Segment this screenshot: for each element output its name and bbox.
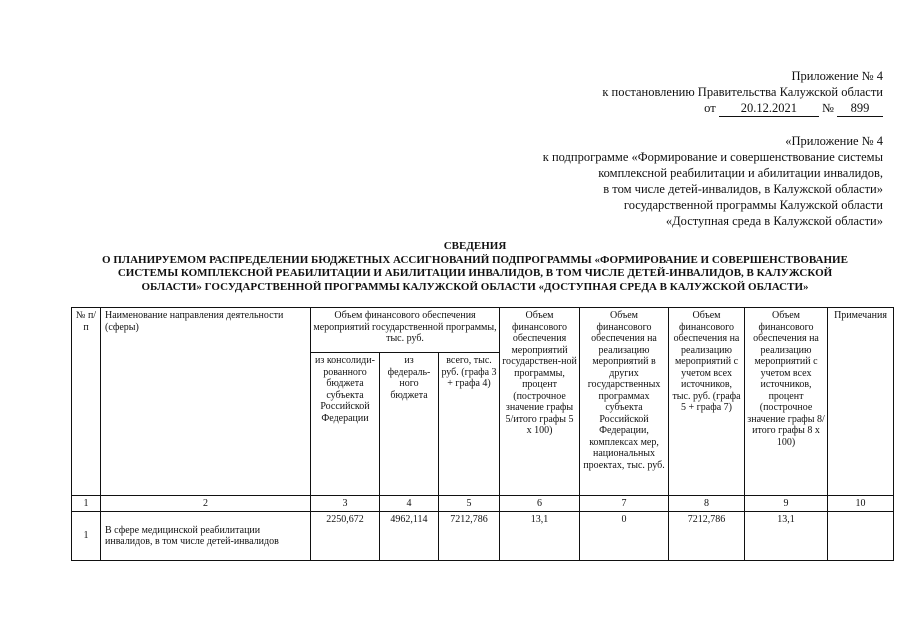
- col-header-num: № п/п: [72, 308, 101, 496]
- col-header-funding-group: Объем финансового обеспечения мероприятий государственной программы, тыс. руб.: [311, 308, 500, 353]
- budget-allocation-table: [71, 307, 894, 561]
- col-header-all-sources-percent: Объем финансового обеспечения на реализацию мероприятий с учетом всех источников, процент (построчное значение графы 8/итого графы 8 х 100): [745, 308, 828, 496]
- subprogram-line: в том числе детей-инвалидов, в Калужской области»: [603, 182, 883, 196]
- from-label: от: [704, 101, 716, 115]
- row-name: В сфере медицинской реабилитации инвалидов, в том числе детей-инвалидов: [101, 512, 311, 561]
- column-number: 2: [101, 496, 311, 512]
- row-percent: 13,1: [500, 512, 580, 561]
- row-total: 7212,786: [439, 512, 500, 561]
- resolution-number: 899: [837, 100, 883, 117]
- column-number: 6: [500, 496, 580, 512]
- row-all-sources-percent: 13,1: [745, 512, 828, 561]
- header-row: [72, 308, 894, 353]
- row-other-programs: 0: [580, 512, 669, 561]
- appendix-resolution-line: к постановлению Правительства Калужской области: [602, 85, 883, 99]
- row-notes: [828, 512, 894, 561]
- subprogram-line: государственной программы Калужской области: [623, 198, 883, 212]
- col-header-federal: из федераль-ного бюджета: [380, 353, 439, 496]
- column-number: 5: [439, 496, 500, 512]
- col-header-total: всего, тыс. руб. (графа 3 + графа 4): [439, 353, 500, 496]
- heading-line: СИСТЕМЫ КОМПЛЕКСНОЙ РЕАБИЛИТАЦИИ И АБИЛИТАЦИИ ИНВАЛИДОВ, В ТОМ ЧИСЛЕ ДЕТЕЙ-ИНВАЛИДОВ, В КАЛУЖСКОЙ: [117, 267, 833, 279]
- heading-line: СВЕДЕНИЯ: [443, 240, 507, 252]
- subprogram-line: «Доступная среда в Калужской области»: [665, 214, 883, 228]
- row-all-sources: 7212,786: [669, 512, 745, 561]
- row-federal: 4962,114: [380, 512, 439, 561]
- subprogram-appendix-reference: [543, 133, 883, 229]
- appendix-reference: [602, 68, 883, 117]
- column-number: 9: [745, 496, 828, 512]
- column-number: 4: [380, 496, 439, 512]
- col-header-percent: Объем финансового обеспечения мероприятий государствен-ной программы, процент (построчное значение графы 5/итого графы 5 х 100): [500, 308, 580, 496]
- subprogram-line: комплексной реабилитации и абилитации инвалидов,: [598, 166, 883, 180]
- column-number: 1: [72, 496, 101, 512]
- document-heading: [40, 240, 905, 294]
- subprogram-line: к подпрограмме «Формирование и совершенствование системы: [542, 150, 883, 164]
- column-numbers-row: [72, 496, 894, 512]
- number-label: №: [821, 101, 834, 115]
- heading-line: ОБЛАСТИ» ГОСУДАРСТВЕННОЙ ПРОГРАММЫ КАЛУЖСКОЙ ОБЛАСТИ «ДОСТУПНАЯ СРЕДА В КАЛУЖСКОЙ ОБЛАСТИ»: [141, 280, 809, 293]
- col-header-consolidated: из консолиди-рованного бюджета субъекта Российской Федерации: [311, 353, 380, 496]
- table-row: [72, 512, 894, 561]
- resolution-date: 20.12.2021: [719, 100, 819, 117]
- col-header-all-sources: Объем финансового обеспечения на реализацию мероприятий с учетом всех источников, тыс. руб. (графа 5 + графа 7): [669, 308, 745, 496]
- column-number: 7: [580, 496, 669, 512]
- col-header-notes: Примечания: [828, 308, 894, 496]
- row-consolidated: 2250,672: [311, 512, 380, 561]
- col-header-name: Наименование направления деятельности (сферы): [101, 308, 311, 496]
- subprogram-line: «Приложение № 4: [785, 134, 883, 148]
- column-number: 8: [669, 496, 745, 512]
- appendix-title: Приложение № 4: [791, 69, 883, 83]
- col-header-other-programs: Объем финансового обеспечения на реализацию мероприятий в других государственных программах субъекта Российской Федерации, комплексах мер, национальных проектах, тыс. руб.: [580, 308, 669, 496]
- heading-line: О ПЛАНИРУЕМОМ РАСПРЕДЕЛЕНИИ БЮДЖЕТНЫХ АССИГНОВАНИЙ ПОДПРОГРАММЫ «ФОРМИРОВАНИЕ И СОВЕРШЕНСТВОВАНИЕ: [102, 253, 848, 266]
- appendix-date-number-line: [602, 100, 883, 117]
- row-num: 1: [72, 512, 101, 561]
- column-number: 10: [828, 496, 894, 512]
- column-number: 3: [311, 496, 380, 512]
